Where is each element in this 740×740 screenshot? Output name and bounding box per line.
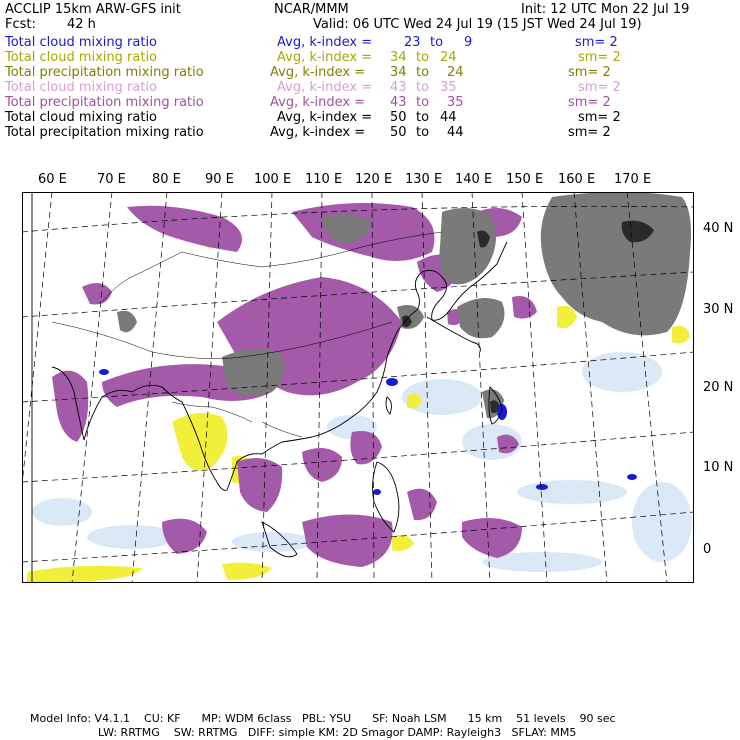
model-title: ACCLIP 15km ARW-GFS init bbox=[5, 2, 181, 17]
legend-smoothing: sm= 2 bbox=[568, 125, 611, 140]
lon-label: 150 E bbox=[506, 172, 544, 187]
legend-k-start: 50 bbox=[390, 125, 407, 140]
legend-k-start: 34 bbox=[390, 65, 407, 80]
lat-label: 10 N bbox=[703, 460, 734, 475]
legend-field: Total precipitation mixing ratio bbox=[5, 65, 204, 80]
lon-label: 120 E bbox=[355, 172, 393, 187]
lon-label: 70 E bbox=[97, 172, 126, 187]
legend-to: to bbox=[416, 125, 430, 140]
legend-k-end: 44 bbox=[447, 125, 464, 140]
legend-smoothing: sm= 2 bbox=[568, 95, 611, 110]
legend-avg: Avg, k-index = bbox=[270, 125, 366, 140]
lon-label: 170 E bbox=[614, 172, 652, 187]
legend-k-end: 24 bbox=[440, 50, 457, 65]
legend-field: Total cloud mixing ratio bbox=[5, 110, 158, 125]
legend-field: Total cloud mixing ratio bbox=[5, 35, 158, 50]
legend-k-start: 50 bbox=[390, 110, 407, 125]
legend-field: Total cloud mixing ratio bbox=[5, 80, 158, 95]
lat-label: 20 N bbox=[703, 380, 734, 395]
legend-avg: Avg, k-index = bbox=[277, 110, 373, 125]
legend-field: Total precipitation mixing ratio bbox=[5, 95, 204, 110]
legend-avg: Avg, k-index = bbox=[277, 35, 373, 50]
legend-smoothing: sm= 2 bbox=[578, 80, 621, 95]
legend-to: to bbox=[416, 65, 430, 80]
legend-to: to bbox=[430, 35, 444, 50]
lon-label: 80 E bbox=[152, 172, 181, 187]
legend-k-end: 9 bbox=[464, 35, 473, 50]
legend-smoothing: sm= 2 bbox=[568, 65, 611, 80]
legend-smoothing: sm= 2 bbox=[575, 35, 618, 50]
legend-to: to bbox=[416, 95, 430, 110]
legend-to: to bbox=[416, 80, 430, 95]
organization: NCAR/MMM bbox=[274, 2, 349, 17]
legend-to: to bbox=[416, 110, 430, 125]
legend-k-end: 35 bbox=[447, 95, 464, 110]
legend-k-start: 23 bbox=[404, 35, 421, 50]
legend-k-start: 43 bbox=[390, 80, 407, 95]
lat-label: 0 bbox=[703, 542, 712, 557]
lon-label: 140 E bbox=[455, 172, 493, 187]
legend-avg: Avg, k-index = bbox=[270, 65, 366, 80]
legend-avg: Avg, k-index = bbox=[277, 50, 373, 65]
valid-time: Valid: 06 UTC Wed 24 Jul 19 (15 JST Wed 24 Jul 19) bbox=[313, 17, 642, 32]
lon-label: 90 E bbox=[205, 172, 234, 187]
legend-smoothing: sm= 2 bbox=[578, 50, 621, 65]
lon-label: 100 E bbox=[254, 172, 292, 187]
lon-label: 160 E bbox=[558, 172, 596, 187]
legend-k-start: 43 bbox=[390, 95, 407, 110]
legend-to: to bbox=[416, 50, 430, 65]
legend-avg: Avg, k-index = bbox=[277, 80, 373, 95]
lat-label: 40 N bbox=[703, 221, 734, 236]
legend-k-end: 24 bbox=[447, 65, 464, 80]
model-info-line-2: LW: RRTMG SW: RRTMG DIFF: simple KM: 2D Smagor DAMP: Rayleigh3 SFLAY: MM5 bbox=[98, 726, 577, 739]
lon-label: 110 E bbox=[305, 172, 343, 187]
legend-smoothing: sm= 2 bbox=[578, 110, 621, 125]
legend-field: Total cloud mixing ratio bbox=[5, 50, 158, 65]
lon-label: 130 E bbox=[405, 172, 443, 187]
legend-k-end: 35 bbox=[440, 80, 457, 95]
forecast-hour: 42 h bbox=[67, 17, 96, 32]
init-time: Init: 12 UTC Mon 22 Jul 19 bbox=[521, 2, 690, 17]
lat-label: 30 N bbox=[703, 302, 734, 317]
legend-k-start: 34 bbox=[390, 50, 407, 65]
forecast-label: Fcst: bbox=[5, 17, 36, 32]
lon-label: 60 E bbox=[38, 172, 67, 187]
legend-field: Total precipitation mixing ratio bbox=[5, 125, 204, 140]
legend-avg: Avg, k-index = bbox=[270, 95, 366, 110]
model-info-line-1: Model Info: V4.1.1 CU: KF MP: WDM 6class PBL: YSU SF: Noah LSM 15 km 51 levels 90 sec bbox=[30, 712, 616, 725]
legend-k-end: 44 bbox=[440, 110, 457, 125]
forecast-map bbox=[22, 192, 694, 583]
